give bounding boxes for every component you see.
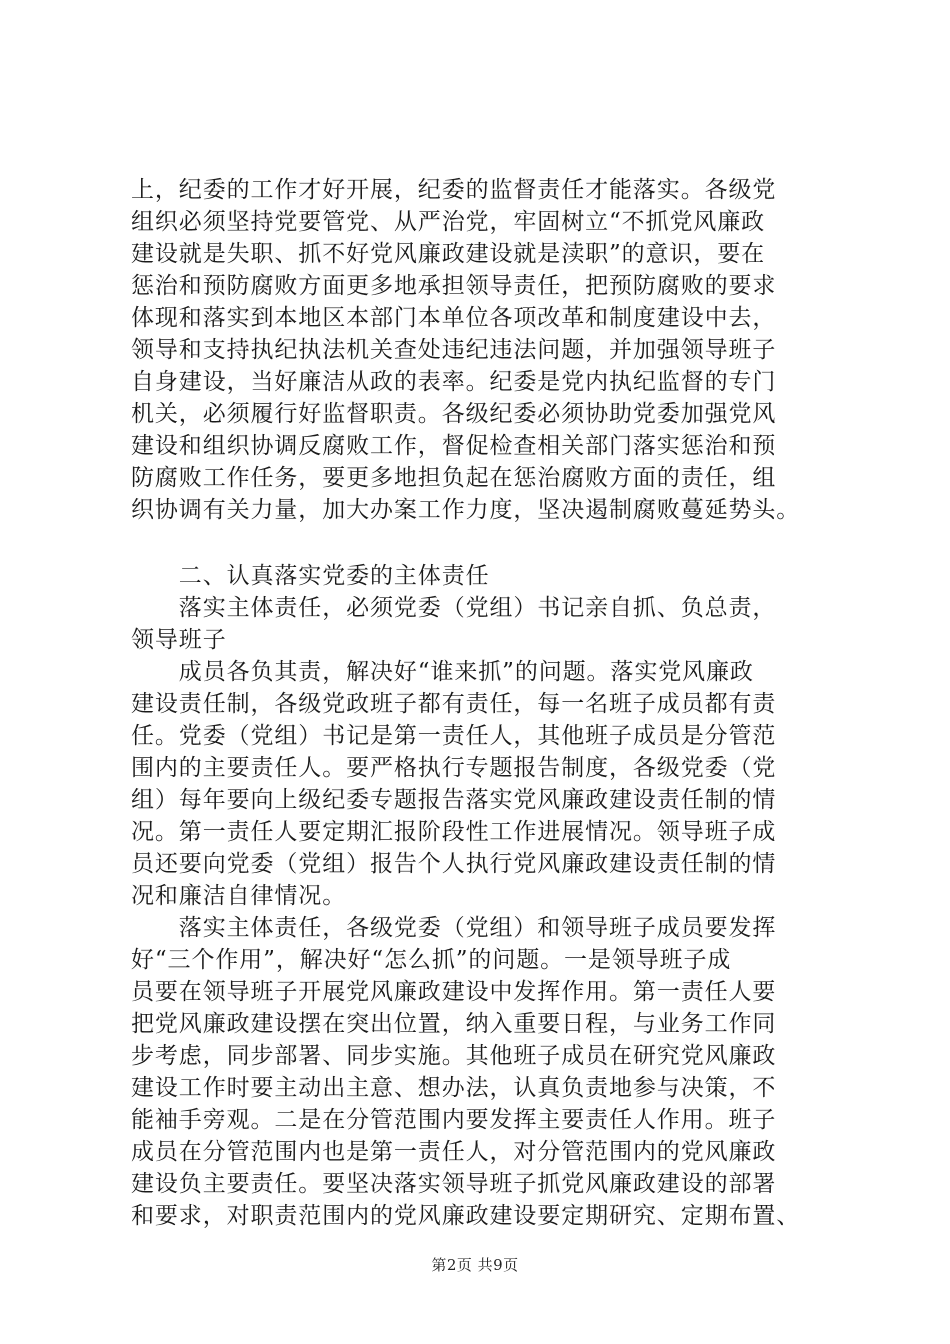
paragraph-4 xyxy=(131,912,831,1232)
text-line: 和要求，对职责范围内的党风廉政建设要定期研究、定期布置、 xyxy=(131,1203,801,1229)
text-line: 机关，必须履行好监督职责。各级纪委必须协助党委加强党风 xyxy=(131,401,777,427)
page-number-footer: 第2页 共9页 xyxy=(431,1256,519,1274)
document-body xyxy=(131,174,831,1232)
text-line: 惩治和预防腐败方面更多地承担领导责任，把预防腐败的要求 xyxy=(131,273,777,299)
text-line: 围内的主要责任人。要严格执行专题报告制度，各级党委（党 xyxy=(131,755,777,781)
text-line: 况。第一责任人要定期汇报阶段性工作进展情况。领导班子成 xyxy=(131,819,777,845)
text-line: 成员在分管范围内也是第一责任人，对分管范围内的党风廉政 xyxy=(131,1139,777,1165)
text-line: 任。党委（党组）书记是第一责任人，其他班子成员是分管范 xyxy=(131,723,777,749)
text-line: 体现和落实到本地区本部门本单位各项改革和制度建设中去， xyxy=(131,305,777,331)
text-line: 防腐败工作任务，要更多地担负起在惩治腐败方面的责任，组 xyxy=(131,465,777,491)
text-line: 成员各负其责，解决好“谁来抓”的问题。落实党风廉政 xyxy=(131,659,754,685)
text-line: 建设负主要责任。要坚决落实领导班子抓党风廉政建设的部署 xyxy=(131,1171,777,1197)
text-line: 建设工作时要主动出主意、想办法，认真负责地参与决策，不 xyxy=(131,1075,777,1101)
text-line: 况和廉洁自律情况。 xyxy=(131,883,347,909)
text-line: 落实主体责任，必须党委（党组）书记亲自抓、负总责， xyxy=(131,595,777,621)
text-line: 员还要向党委（党组）报告个人执行党风廉政建设责任制的情 xyxy=(131,851,777,877)
text-line: 上，纪委的工作才好开展，纪委的监督责任才能落实。各级党 xyxy=(131,177,777,203)
text-line: 建设责任制，各级党政班子都有责任，每一名班子成员都有责 xyxy=(131,691,777,717)
text-line: 能袖手旁观。二是在分管范围内要发挥主要责任人作用。班子 xyxy=(131,1107,777,1133)
text-line: 领导班子 xyxy=(131,627,227,653)
text-line: 员要在领导班子开展党风廉政建设中发挥作用。第一责任人要 xyxy=(131,979,777,1005)
text-line: 步考虑，同步部署、同步实施。其他班子成员在研究党风廉政 xyxy=(131,1043,777,1069)
paragraph-1 xyxy=(131,174,831,526)
text-line: 好“三个作用”，解决好“怎么抓”的问题。一是领导班子成 xyxy=(131,947,732,973)
text-line: 组）每年要向上级纪委专题报告落实党风廉政建设责任制的情 xyxy=(131,787,777,813)
text-line: 领导和支持执纪执法机关查处违纪违法问题，并加强领导班子 xyxy=(131,337,777,363)
text-line: 建设就是失职、抓不好党风廉政建设就是渎职”的意识，要在 xyxy=(131,241,766,267)
paragraph-spacer xyxy=(131,526,831,560)
text-line: 组织必须坚持党要管党、从严治党，牢固树立“不抓党风廉政 xyxy=(131,209,766,235)
text-line: 落实主体责任，各级党委（党组）和领导班子成员要发挥 xyxy=(131,915,777,941)
paragraph-3 xyxy=(131,656,831,912)
section-heading: 二、认真落实党委的主体责任 xyxy=(131,563,490,589)
text-line: 把党风廉政建设摆在突出位置，纳入重要日程，与业务工作同 xyxy=(131,1011,777,1037)
paragraph-2 xyxy=(131,592,831,656)
text-line: 织协调有关力量，加大办案工作力度，坚决遏制腐败蔓延势头。 xyxy=(131,497,801,523)
text-line: 建设和组织协调反腐败工作，督促检查相关部门落实惩治和预 xyxy=(131,433,777,459)
text-line: 自身建设，当好廉洁从政的表率。纪委是党内执纪监督的专门 xyxy=(131,369,777,395)
